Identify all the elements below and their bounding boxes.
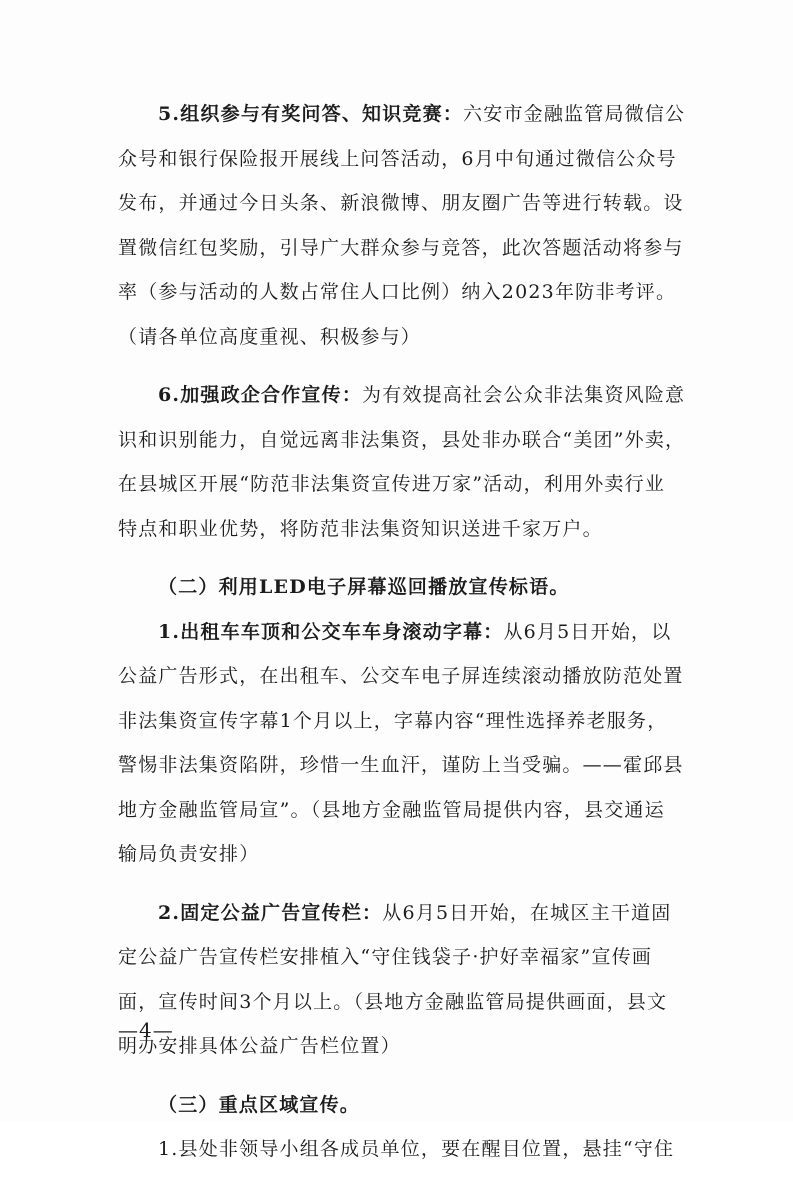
section-heading: （二）利用LED电子屏幕巡回播放宣传标语。: [158, 576, 570, 598]
line-text: 地方金融监管局宣”。（县地方金融监管局提供内容，县交通运: [118, 798, 665, 821]
paragraph: [118, 891, 684, 1069]
text-line: [118, 226, 684, 271]
line-text: 从6月5日开始，以: [503, 620, 672, 643]
paragraph: [118, 92, 684, 359]
section-heading: （三）重点区域宣传。: [158, 1093, 361, 1116]
text-line: [118, 1127, 684, 1172]
paragraph: [118, 1127, 684, 1172]
text-line: [118, 137, 684, 182]
line-text: 六安市金融监管局微信公: [463, 103, 686, 125]
text-line: [118, 832, 684, 877]
line-text: 众号和银行保险报开展线上问答活动，6月中旬通过微信公众号: [118, 147, 677, 170]
line-text: 为有效提高社会公众非法集资风险意: [362, 384, 686, 406]
text-line: [118, 373, 684, 418]
line-text: 在县城区开展“防范非法集资宣传进万家”活动，利用外卖行业: [118, 473, 666, 495]
line-text: 1.县处非领导小组各成员单位，要在醒目位置，悬挂“守住: [158, 1138, 675, 1160]
document-body: [118, 92, 684, 1186]
text-line: [118, 743, 684, 788]
paragraph: [118, 610, 684, 877]
text-line: [118, 610, 684, 655]
text-line: [118, 507, 684, 552]
paragraph-lead: 5.组织参与有奖问答、知识竞赛：: [158, 103, 464, 125]
text-line: [118, 462, 684, 507]
line-text: （请各单位高度重视、积极参与）: [118, 325, 422, 348]
line-text: 非法集资宣传字幕1个月以上，字幕内容“理性选择养老服务，: [118, 709, 668, 732]
text-line: [118, 654, 684, 699]
text-line: [118, 980, 684, 1025]
text-line: [118, 1024, 684, 1069]
text-line: [118, 418, 684, 463]
paragraph-lead: 2.固定公益广告宣传栏：: [158, 901, 383, 924]
text-line: [118, 891, 684, 936]
text-line: [118, 935, 684, 980]
line-text: 公益广告形式，在出租车、公交车电子屏连续滚动播放防范处置: [118, 665, 684, 687]
line-text: 面，宣传时间3个月以上。（县地方金融监管局提供画面，县文: [118, 990, 668, 1013]
line-text: 识和识别能力，自觉远离非法集资，县处非办联合“美团”外卖，: [118, 428, 686, 451]
line-text: 率（参与活动的人数占常住人口比例）纳入2023年防非考评。: [118, 281, 677, 303]
text-line: [118, 181, 684, 226]
line-text: 明办安排具体公益广告栏位置）: [118, 1035, 401, 1057]
line-text: 警惕非法集资陷阱，珍惜一生血汗，谨防上当受骗。——霍邱县: [118, 754, 684, 776]
line-text: 发布，并通过今日头条、新浪微博、朋友圈广告等进行转载。设: [118, 192, 684, 214]
paragraph-lead: 1.出租车车顶和公交车车身滚动字幕：: [158, 620, 504, 643]
text-line: [118, 315, 684, 360]
line-text: 从6月5日开始，在城区主干道固: [382, 901, 672, 924]
page-number: —4—: [118, 1018, 174, 1042]
text-line: [118, 92, 684, 137]
text-line: [118, 788, 684, 833]
line-text: 定公益广告宣传栏安排植入“守住钱袋子·护好幸福家”宣传画: [118, 946, 653, 968]
text-line: [118, 699, 684, 744]
paragraph-lead: 6.加强政企合作宣传：: [158, 384, 363, 406]
line-text: 特点和职业优势，将防范非法集资知识送进千家万户。: [118, 517, 603, 540]
line-text: 置微信红包奖励，引导广大群众参与竞答，此次答题活动将参与: [118, 236, 684, 259]
paragraph: [118, 373, 684, 551]
text-line: [118, 270, 684, 315]
line-text: 输局负责安排）: [118, 843, 260, 865]
